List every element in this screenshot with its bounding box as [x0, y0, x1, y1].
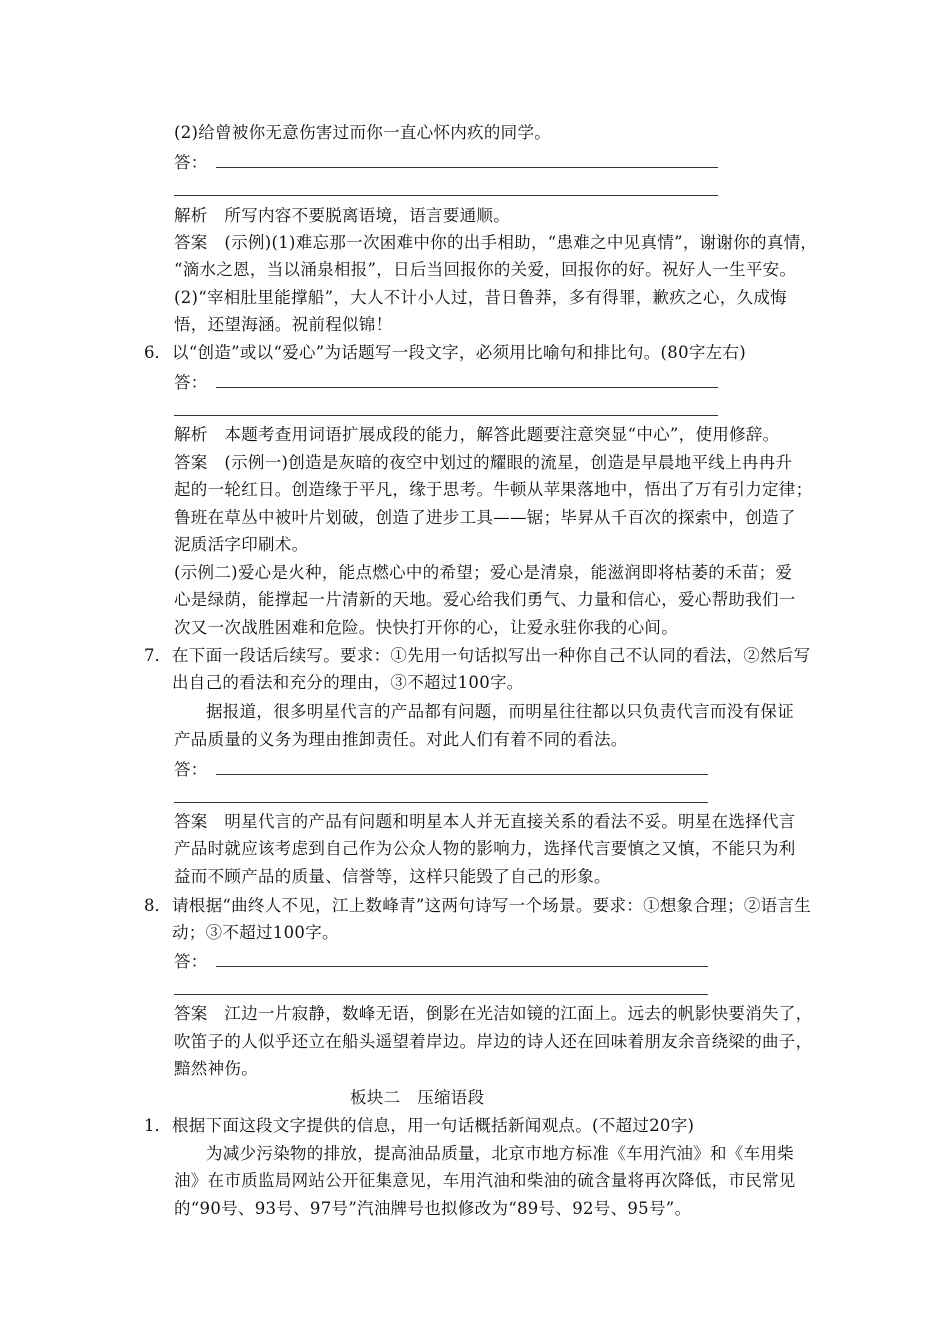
q8-answer-line: 答案 江边一片寂静，数峰无语，倒影在光洁如镜的江面上。远去的帆影快要消失了， [174, 1004, 813, 1023]
q8-answer-label: 答： [174, 952, 208, 971]
q7-prompt-line: 出自己的看法和充分的理由，③不超过100字。 [172, 673, 524, 692]
answer-rule [216, 966, 708, 967]
q6-answer-line: 起的一轮红日。创造缘于平凡，缘于思考。牛顿从苹果落地中，悟出了万有引力定律； [174, 480, 813, 499]
q5-answer-line: 答案 (示例)(1)难忘那一次困难中你的出手相助，“患难之中见真情”，谢谢你的真情， [174, 233, 818, 252]
answer-rule [174, 195, 718, 196]
answer-rule [216, 387, 718, 388]
q8-number: 8． [144, 896, 171, 915]
q6-answer-line: 鲁班在草丛中被叶片划破，创造了进步工具——锯；毕昇从千百次的探索中，创造了 [174, 508, 796, 527]
q6-answer-line: 心是绿荫，能撑起一片清新的天地。爱心给我们勇气、力量和信心，爱心帮助我们一 [174, 590, 796, 609]
q6-answer-line: 答案 (示例一)创造是灰暗的夜空中划过的耀眼的流星，创造是早晨地平线上冉冉升 [174, 453, 793, 472]
q6-analysis: 解析 本题考查用词语扩展成段的能力，解答此题要注意突显“中心”，使用修辞。 [174, 425, 780, 444]
q5-answer-label: 答： [174, 153, 208, 172]
answer-rule [174, 994, 708, 995]
section-heading: 板块二 压缩语段 [350, 1088, 485, 1107]
q5-answer-line: 悟，还望海涵。祝前程似锦！ [174, 315, 393, 334]
q7-answer-line: 答案 明星代言的产品有问题和明星本人并无直接关系的看法不妥。明星在选择代言 [174, 812, 796, 831]
q6-prompt: 以“创造”或以“爱心”为话题写一段文字，必须用比喻句和排比句。(80字左右) [172, 343, 747, 362]
q8-prompt-line: 动；③不超过100字。 [172, 923, 339, 942]
q5-part2-prompt: (2)给曾被你无意伤害过而你一直心怀内疚的同学。 [174, 123, 552, 142]
block2-q1-passage-line: 的“90号、93号、97号”汽油牌号也拟修改为“89号、92号、95号”。 [174, 1199, 692, 1218]
answer-rule [216, 774, 708, 775]
block2-q1-passage-line: 为减少污染物的排放，提高油品质量，北京市地方标准《车用汽油》和《车用柴 [206, 1144, 794, 1163]
q5-answer-line: “滴水之恩，当以涌泉相报”，日后当回报你的关爱，回报你的好。祝好人一生平安。 [174, 260, 797, 279]
answer-rule [174, 415, 718, 416]
q5-answer-line: (2)“宰相肚里能撑船”，大人不计小人过，昔日鲁莽，多有得罪，歉疚之心，久成悔 [174, 288, 787, 307]
answer-rule [216, 167, 718, 168]
q7-passage-line: 据报道，很多明星代言的产品都有问题，而明星往往都以只负责代言而没有保证 [206, 702, 794, 721]
q7-answer-line: 产品时就应该考虑到自己作为公众人物的影响力，选择代言要慎之又慎，不能只为利 [174, 839, 796, 858]
q8-prompt-line: 请根据“曲终人不见，江上数峰青”这两句诗写一个场景。要求：①想象合理；②语言生 [172, 896, 812, 915]
block2-q1-passage-line: 油》在市质监局网站公开征集意见，车用汽油和柴油的硫含量将再次降低，市民常见 [174, 1171, 796, 1190]
q5-analysis: 解析 所写内容不要脱离语境，语言要通顺。 [174, 206, 510, 225]
answer-rule [174, 802, 708, 803]
block2-q1-prompt: 根据下面这段文字提供的信息，用一句话概括新闻观点。(不超过20字) [172, 1116, 695, 1135]
q7-prompt-line: 在下面一段话后续写。要求：①先用一句话拟写出一种你自己不认同的看法，②然后写 [172, 646, 811, 665]
q7-answer-line: 益而不顾产品的质量、信誉等，这样只能毁了自己的形象。 [174, 867, 611, 886]
q6-answer-label: 答： [174, 373, 208, 392]
q7-answer-label: 答： [174, 760, 208, 779]
q7-number: 7． [144, 646, 171, 665]
q6-number: 6． [144, 343, 171, 362]
q8-answer-line: 吹笛子的人似乎还立在船头遥望着岸边。岸边的诗人还在回味着朋友余音绕梁的曲子， [174, 1032, 813, 1051]
q6-answer-line: 泥质活字印刷术。 [174, 535, 309, 554]
q6-answer-line: 次又一次战胜困难和危险。快快打开你的心，让爱永驻你我的心间。 [174, 618, 678, 637]
q7-passage-line: 产品质量的义务为理由推卸责任。对此人们有着不同的看法。 [174, 730, 628, 749]
q8-answer-line: 黯然神伤。 [174, 1059, 258, 1078]
q6-answer-line: (示例二)爱心是火种，能点燃心中的希望；爱心是清泉，能滋润即将枯萎的禾苗；爱 [174, 563, 793, 582]
block2-q1-number: 1． [144, 1116, 171, 1135]
